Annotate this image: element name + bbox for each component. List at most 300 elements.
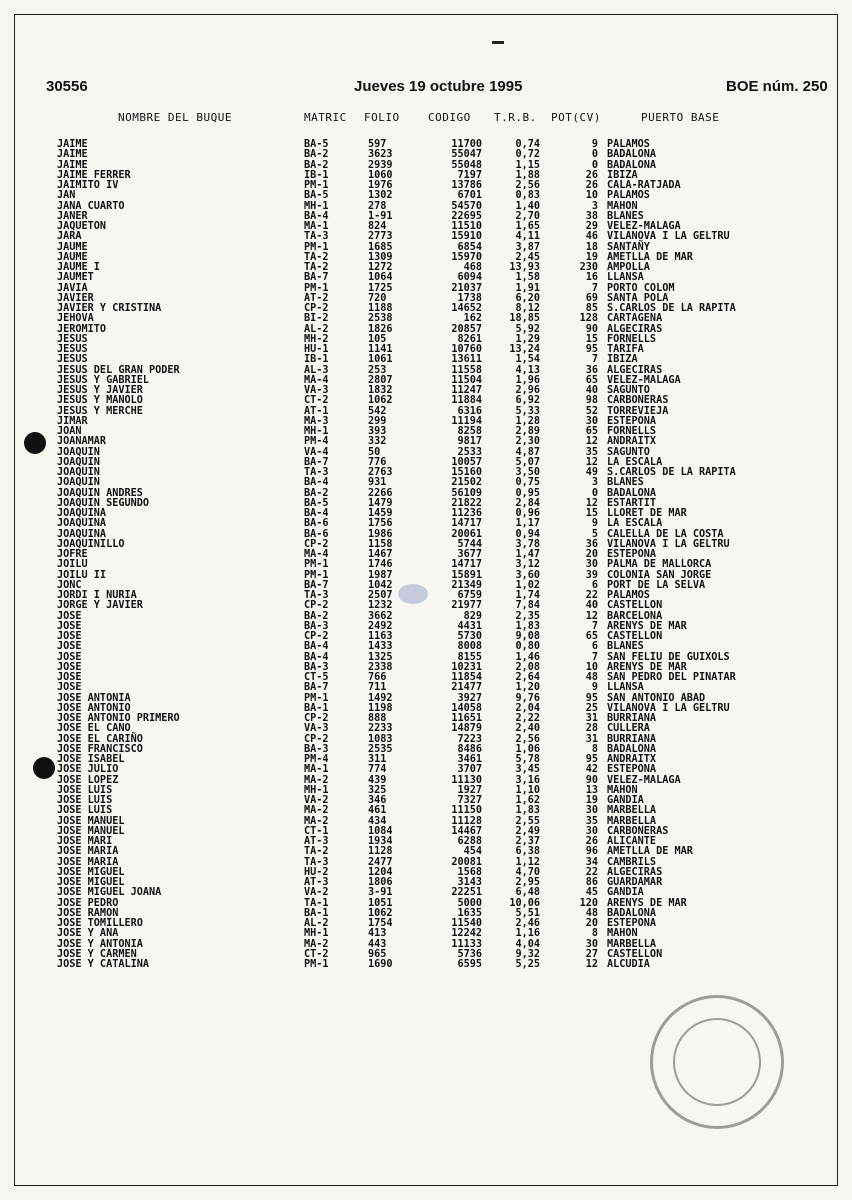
vessel-name: JOAQUIN — [57, 446, 100, 458]
trb: 6,92 — [515, 395, 540, 407]
matric: CP-2 — [304, 733, 329, 745]
puerto-base: ESTEPONA — [607, 549, 657, 560]
puerto-base: PALAMOS — [607, 139, 650, 150]
matric: HU-1 — [304, 344, 329, 355]
vessel-name: JOSE LUIS — [57, 795, 113, 806]
folio: 1272 — [368, 262, 393, 273]
folio: 1302 — [368, 190, 393, 202]
codigo: 11133 — [451, 938, 482, 950]
trb: 1,83 — [515, 805, 540, 817]
trb: 2,89 — [515, 426, 540, 437]
folio: 50 — [368, 446, 381, 458]
puerto-base: CARTAGENA — [607, 313, 663, 325]
folio: 346 — [368, 795, 387, 806]
puerto-base: ALCUDIA — [607, 959, 650, 970]
trb: 2,56 — [515, 180, 540, 191]
codigo: 5744 — [457, 538, 482, 550]
folio: 2492 — [368, 620, 393, 632]
vessel-name: JOSE PEDRO — [57, 897, 119, 909]
trb: 1,65 — [515, 221, 540, 232]
matric: CP-2 — [304, 600, 329, 612]
trb: 5,33 — [515, 405, 540, 417]
puerto-base: SAN PEDRO DEL PINATAR — [607, 672, 736, 683]
vessel-name: JOSE MARI — [57, 836, 113, 847]
table-row — [0, 253, 852, 263]
vessel-name: JOSE Y ANA — [57, 928, 119, 940]
trb: 9,08 — [515, 631, 540, 642]
folio: 1690 — [368, 959, 393, 970]
vessel-name: JANA CUARTO — [57, 200, 125, 212]
vessel-name: JOSE Y CATALINA — [57, 959, 150, 970]
trb: 1,74 — [515, 590, 540, 601]
folio: 1128 — [368, 846, 393, 858]
punch-hole — [33, 757, 55, 779]
trb: 6,38 — [515, 846, 540, 858]
pot: 8 — [591, 928, 598, 940]
vessel-name: JOSE — [57, 631, 82, 642]
table-row — [0, 519, 852, 529]
matric: BA-2 — [304, 610, 329, 622]
matric: BA-7 — [304, 579, 329, 591]
table-row — [0, 560, 852, 570]
vessel-name: JOSE MIGUEL — [57, 866, 125, 878]
pot: 3 — [591, 477, 598, 489]
puerto-base: ANDRAITX — [607, 436, 657, 448]
codigo: 13611 — [451, 354, 482, 366]
trb: 2,40 — [515, 723, 540, 735]
puerto-base: LLANSA — [607, 682, 644, 694]
matric: TA-3 — [304, 231, 329, 243]
puerto-base: BLANES — [607, 210, 644, 222]
vessel-name: JOSE LOPEZ — [57, 774, 119, 786]
folio: 2477 — [368, 856, 393, 868]
pot: 65 — [585, 426, 598, 437]
codigo: 4431 — [457, 620, 482, 632]
codigo: 3707 — [457, 764, 482, 776]
folio: 3662 — [368, 610, 393, 622]
puerto-base: CULLERA — [607, 723, 650, 735]
folio: 393 — [368, 426, 387, 437]
codigo: 21349 — [451, 579, 482, 591]
vessel-name: JESUS — [57, 344, 88, 355]
pot: 19 — [585, 795, 598, 806]
vessel-name: JOSE MIGUEL — [57, 877, 125, 888]
vessel-name: JOAQUINA — [57, 518, 107, 530]
folio: 1987 — [368, 569, 393, 581]
puerto-base: COLONIA SAN JORGE — [607, 569, 712, 581]
matric: AL-2 — [304, 918, 329, 929]
puerto-base: LA ESCALA — [607, 456, 663, 468]
codigo: 1738 — [457, 292, 482, 304]
matric: MA-2 — [304, 805, 329, 817]
folio: 3-91 — [368, 887, 393, 899]
trb: 2,37 — [515, 836, 540, 847]
codigo: 21477 — [451, 682, 482, 694]
trb: 3,78 — [515, 538, 540, 550]
folio: 1976 — [368, 180, 393, 191]
puerto-base: ALGECIRAS — [607, 866, 663, 878]
codigo: 11700 — [451, 139, 482, 150]
pot: 19 — [585, 251, 598, 263]
vessel-name: JOSE MIGUEL JOANA — [57, 887, 162, 899]
matric: IB-1 — [304, 354, 329, 366]
codigo: 11510 — [451, 221, 482, 232]
puerto-base: TARIFA — [607, 344, 644, 355]
codigo: 12242 — [451, 928, 482, 940]
issue-date: Jueves 19 octubre 1995 — [354, 78, 523, 95]
trb: 6,48 — [515, 887, 540, 899]
matric: MH-2 — [304, 333, 329, 345]
puerto-base: VELEZ-MALAGA — [607, 774, 681, 786]
pot: 6 — [591, 641, 598, 653]
vessel-name: JONC — [57, 579, 82, 591]
folio: 1141 — [368, 344, 393, 355]
matric: IB-1 — [304, 169, 329, 181]
trb: 2,96 — [515, 385, 540, 396]
codigo: 6288 — [457, 836, 482, 847]
table-row — [0, 273, 852, 283]
folio: 3623 — [368, 149, 393, 161]
puerto-base: ARENYS DE MAR — [607, 620, 687, 632]
codigo: 6595 — [457, 959, 482, 970]
folio: 1083 — [368, 733, 393, 745]
puerto-base: BURRIANA — [607, 713, 657, 724]
folio: 105 — [368, 333, 387, 345]
codigo: 1927 — [457, 784, 482, 796]
puerto-base: GANDIA — [607, 887, 644, 899]
matric: PM-1 — [304, 241, 329, 253]
matric: TA-2 — [304, 251, 329, 263]
trb: 2,95 — [515, 877, 540, 888]
pot: 69 — [585, 292, 598, 304]
matric: AT-3 — [304, 836, 329, 847]
matric: MH-1 — [304, 200, 329, 212]
puerto-base: SAGUNTO — [607, 446, 650, 458]
trb: 1,16 — [515, 928, 540, 940]
codigo: 55047 — [451, 149, 482, 161]
matric: BA-5 — [304, 139, 329, 150]
matric: MH-1 — [304, 426, 329, 437]
trb: 2,84 — [515, 497, 540, 509]
table-row — [0, 653, 852, 663]
table-row — [0, 335, 852, 345]
pot: 86 — [585, 877, 598, 888]
trb: 2,45 — [515, 251, 540, 263]
trb: 4,13 — [515, 364, 540, 376]
matric: PM-1 — [304, 282, 329, 294]
matric: CT-1 — [304, 825, 329, 837]
puerto-base: SAGUNTO — [607, 385, 650, 396]
puerto-base: ALGECIRAS — [607, 364, 663, 376]
col-header-trb: T.R.B. — [494, 111, 537, 124]
folio: 824 — [368, 221, 387, 232]
col-header-puerto: PUERTO BASE — [641, 111, 720, 124]
pot: 52 — [585, 405, 598, 417]
folio: 1158 — [368, 538, 393, 550]
trb: 1,40 — [515, 200, 540, 212]
trb: 5,51 — [515, 907, 540, 919]
pot: 3 — [591, 200, 598, 212]
table-row — [0, 929, 852, 939]
puerto-base: VELEZ-MALAGA — [607, 221, 681, 232]
matric: HU-2 — [304, 866, 329, 878]
vessel-name: JOAQUIN SEGUNDO — [57, 497, 150, 509]
table-row — [0, 571, 852, 581]
col-header-matric: MATRIC — [304, 111, 347, 124]
pot: 35 — [585, 446, 598, 458]
trb: 5,07 — [515, 456, 540, 468]
matric: MA-4 — [304, 374, 329, 386]
vessel-name: JESUS — [57, 354, 88, 366]
vessel-name: JOSE EL CANO — [57, 723, 131, 735]
table-row — [0, 899, 852, 909]
pot: 26 — [585, 169, 598, 181]
trb: 2,22 — [515, 713, 540, 724]
codigo: 8155 — [457, 651, 482, 663]
vessel-name: JOSE TOMILLERO — [57, 918, 143, 929]
pot: 15 — [585, 508, 598, 519]
pot: 12 — [585, 497, 598, 509]
pot: 31 — [585, 733, 598, 745]
table-row — [0, 396, 852, 406]
folio: 1754 — [368, 918, 393, 929]
vessel-name: JOSE FRANCISCO — [57, 743, 143, 755]
trb: 1,96 — [515, 374, 540, 386]
codigo: 6701 — [457, 190, 482, 202]
page-number: 30556 — [46, 78, 88, 95]
puerto-base: ESTEPONA — [607, 415, 657, 427]
codigo: 7197 — [457, 169, 482, 181]
puerto-base: VILANOVA I LA GELTRU — [607, 702, 730, 714]
vessel-name: JOANAMAR — [57, 436, 107, 448]
puerto-base: ESTEPONA — [607, 918, 657, 929]
puerto-base: BLANES — [607, 477, 644, 489]
table-row — [0, 724, 852, 734]
table-row — [0, 448, 852, 458]
puerto-base: ARENYS DE MAR — [607, 897, 687, 909]
matric: AT-3 — [304, 877, 329, 888]
puerto-base: CASTELLON — [607, 600, 663, 612]
folio: 1934 — [368, 836, 393, 847]
pot: 30 — [585, 415, 598, 427]
vessel-name: JOAQUINA — [57, 528, 107, 540]
pot: 12 — [585, 610, 598, 622]
matric: CP-2 — [304, 303, 329, 314]
trb: 0,75 — [515, 477, 540, 489]
folio: 1061 — [368, 354, 393, 366]
folio: 1051 — [368, 897, 393, 909]
table-row — [0, 796, 852, 806]
pot: 22 — [585, 590, 598, 601]
matric: CP-2 — [304, 713, 329, 724]
vessel-name: JOSE MARIA — [57, 856, 119, 868]
matric: PM-4 — [304, 754, 329, 765]
matric: CT-2 — [304, 395, 329, 407]
trb: 1,88 — [515, 169, 540, 181]
pot: 26 — [585, 180, 598, 191]
matric: VA-3 — [304, 385, 329, 396]
vessel-name: JOAQUINA — [57, 508, 107, 519]
trb: 0,80 — [515, 641, 540, 653]
trb: 2,70 — [515, 210, 540, 222]
puerto-base: TORREVIEJA — [607, 405, 669, 417]
puerto-base: BADALONA — [607, 907, 657, 919]
puerto-base: PORT DE LA SELVA — [607, 579, 706, 591]
matric: VA-2 — [304, 887, 329, 899]
puerto-base: ALICANTE — [607, 836, 657, 847]
federation-stamp — [650, 995, 784, 1129]
puerto-base: MARBELLA — [607, 815, 657, 827]
codigo: 6854 — [457, 241, 482, 253]
pot: 12 — [585, 436, 598, 448]
matric: MH-1 — [304, 928, 329, 940]
vessel-name: JAVIER Y CRISTINA — [57, 303, 162, 314]
codigo: 15970 — [451, 251, 482, 263]
matric: VA-4 — [304, 446, 329, 458]
codigo: 14879 — [451, 723, 482, 735]
vessel-name: JOSE ISABEL — [57, 754, 125, 765]
vessel-name: JAUME — [57, 241, 88, 253]
pot: 12 — [585, 959, 598, 970]
table-row — [0, 919, 852, 929]
pot: 128 — [579, 313, 598, 325]
matric: BA-4 — [304, 641, 329, 653]
vessel-name: JAVIER — [57, 292, 94, 304]
trb: 3,87 — [515, 241, 540, 253]
codigo: 55048 — [451, 159, 482, 171]
pot: 49 — [585, 467, 598, 478]
matric: MA-1 — [304, 221, 329, 232]
table-row — [0, 181, 852, 191]
codigo: 15910 — [451, 231, 482, 243]
pot: 15 — [585, 333, 598, 345]
vessel-name: JOSE — [57, 661, 82, 673]
folio: 1042 — [368, 579, 393, 591]
trb: 3,60 — [515, 569, 540, 581]
pot: 26 — [585, 836, 598, 847]
trb: 0,74 — [515, 139, 540, 150]
puerto-base: S.CARLOS DE LA RAPITA — [607, 303, 736, 314]
matric: TA-3 — [304, 856, 329, 868]
vessel-name: JOSE EL CARIÑO — [57, 733, 143, 745]
codigo: 11854 — [451, 672, 482, 683]
folio: 542 — [368, 405, 387, 417]
puerto-base: SANTAÑY — [607, 241, 650, 253]
puerto-base: CASTELLON — [607, 948, 663, 960]
pot: 0 — [591, 149, 598, 161]
matric: BA-7 — [304, 456, 329, 468]
table-row — [0, 540, 852, 550]
trb: 5,78 — [515, 754, 540, 765]
vessel-name: JOSE Y CARMEN — [57, 948, 137, 960]
table-row — [0, 345, 852, 355]
codigo: 8261 — [457, 333, 482, 345]
folio: 1163 — [368, 631, 393, 642]
folio: 1479 — [368, 497, 393, 509]
vessel-name: JOSE RAMON — [57, 907, 119, 919]
codigo: 11128 — [451, 815, 482, 827]
puerto-base: SAN ANTONIO ABAD — [607, 692, 706, 704]
trb: 1,54 — [515, 354, 540, 366]
table-row — [0, 212, 852, 222]
pot: 6 — [591, 579, 598, 591]
vessel-name: JOAQUIN — [57, 456, 100, 468]
folio: 2507 — [368, 590, 393, 601]
folio: 1746 — [368, 559, 393, 571]
matric: BA-6 — [304, 528, 329, 540]
matric: BI-2 — [304, 313, 329, 325]
pot: 65 — [585, 374, 598, 386]
table-row — [0, 673, 852, 683]
codigo: 14717 — [451, 518, 482, 530]
puerto-base: BURRIANA — [607, 733, 657, 745]
pot: 28 — [585, 723, 598, 735]
vessel-name: JOSE LUIS — [57, 805, 113, 817]
folio: 711 — [368, 682, 387, 694]
matric: BA-4 — [304, 651, 329, 663]
codigo: 20061 — [451, 528, 482, 540]
codigo: 11247 — [451, 385, 482, 396]
vessel-name: JOSE JULIO — [57, 764, 119, 776]
codigo: 3677 — [457, 549, 482, 560]
table-row — [0, 601, 852, 611]
matric: BA-4 — [304, 508, 329, 519]
puerto-base: SAN FELIU DE GUIXOLS — [607, 651, 730, 663]
table-row — [0, 642, 852, 652]
folio: 1064 — [368, 272, 393, 284]
trb: 0,83 — [515, 190, 540, 202]
table-row — [0, 140, 852, 150]
folio: 1-91 — [368, 210, 393, 222]
matric: PM-1 — [304, 569, 329, 581]
table-row — [0, 243, 852, 253]
codigo: 22695 — [451, 210, 482, 222]
pot: 12 — [585, 456, 598, 468]
trb: 5,92 — [515, 323, 540, 335]
vessel-name: JOAN — [57, 426, 82, 437]
pot: 98 — [585, 395, 598, 407]
vessel-name: JOSE — [57, 682, 82, 694]
trb: 0,94 — [515, 528, 540, 540]
trb: 1,12 — [515, 856, 540, 868]
puerto-base: CARBONERAS — [607, 825, 669, 837]
codigo: 54570 — [451, 200, 482, 212]
pot: 90 — [585, 774, 598, 786]
codigo: 8258 — [457, 426, 482, 437]
vessel-name: JOAQUIN — [57, 467, 100, 478]
puerto-base: BADALONA — [607, 159, 657, 171]
matric: BA-3 — [304, 620, 329, 632]
table-row — [0, 150, 852, 160]
pot: 35 — [585, 815, 598, 827]
trb: 2,55 — [515, 815, 540, 827]
folio: 325 — [368, 784, 387, 796]
codigo: 21037 — [451, 282, 482, 294]
pot: 230 — [579, 262, 598, 273]
table-row — [0, 355, 852, 365]
vessel-name: JOSE — [57, 610, 82, 622]
vessel-name: JOILU — [57, 559, 88, 571]
folio: 278 — [368, 200, 387, 212]
vessel-name: JEHOVA — [57, 313, 94, 325]
pot: 9 — [591, 682, 598, 694]
pot: 36 — [585, 538, 598, 550]
folio: 1832 — [368, 385, 393, 396]
matric: MH-1 — [304, 784, 329, 796]
puerto-base: ALGECIRAS — [607, 323, 663, 335]
matric: BA-2 — [304, 487, 329, 499]
table-row — [0, 437, 852, 447]
